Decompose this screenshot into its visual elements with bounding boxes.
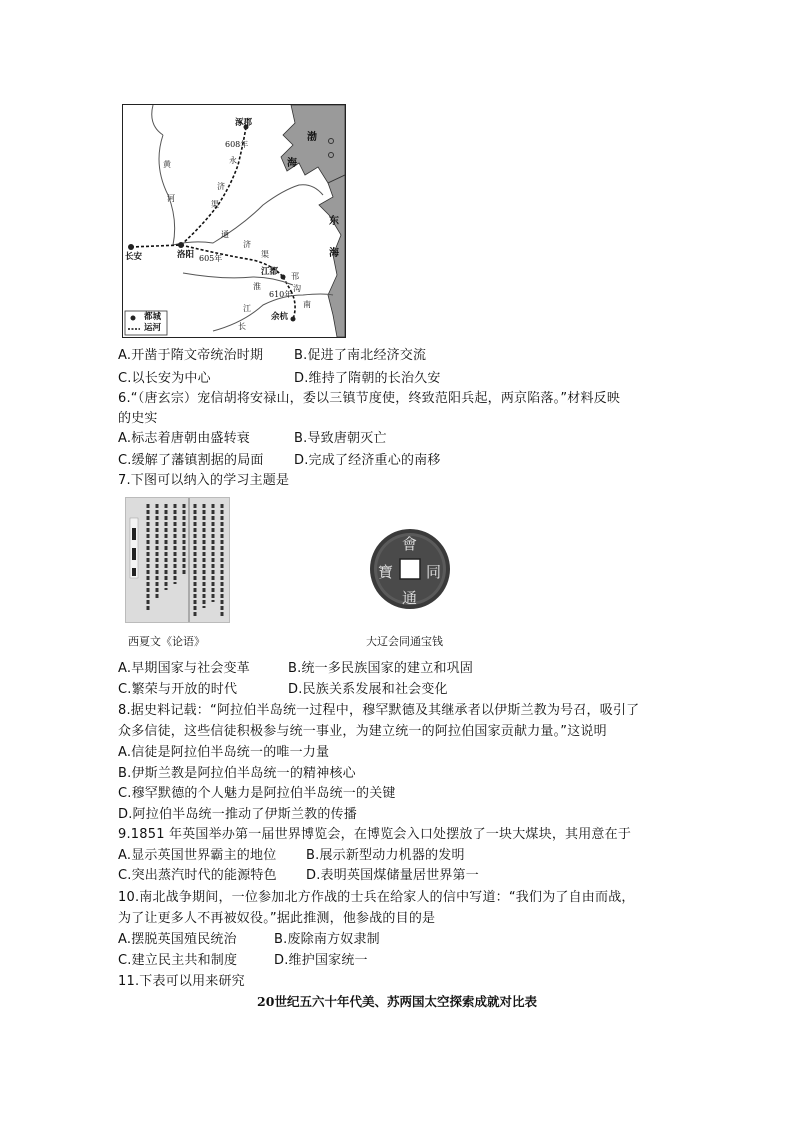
coin-char-right: 同 [426,563,442,581]
guangtong-canal-line [131,245,181,247]
q8-stem-line2: 众多信徒，这些信徒积极参与统一事业，为建立统一的阿拉伯国家贡献力量。”这说明 [118,724,607,739]
coin-char-bottom: 通 [402,589,418,607]
luoyang-marker [178,242,184,248]
map-label-605: 605年 [199,254,223,263]
map-label-qu: 渠 [211,200,219,209]
q10-option-b[interactable]: B.废除南方奴隶制 [274,932,380,947]
legend-capital-label: 都城 [144,312,162,322]
map-label-jiang: 江 [243,304,251,313]
map-label-huang: 黄 [163,160,171,169]
q8-option-d[interactable]: D.阿拉伯半岛统一推动了伊斯兰教的传播 [118,807,357,822]
map-label-610: 610年 [269,290,293,299]
map-label-bo: 渤 [307,132,317,143]
q7-option-b[interactable]: B.统一多民族国家的建立和巩固 [288,661,474,676]
q8-option-b[interactable]: B.伊斯兰教是阿拉伯半岛统一的精神核心 [118,766,356,781]
legend-capital-symbol [131,316,136,321]
changan-marker [128,244,134,250]
map-label-changan: 长安 [125,252,143,262]
yuhang-marker [291,317,296,322]
xixia-analects-image [125,497,230,623]
map-label-he: 河 [167,194,175,203]
q11-table-title: 20世纪五六十年代美、苏两国太空探索成就对比表 [257,994,537,1009]
q7-option-d[interactable]: D.民族关系发展和社会变化 [288,682,448,697]
q6-stem-line2: 的史实 [118,411,158,426]
map-label-qu2: 渠 [261,250,269,259]
q9-option-b[interactable]: B.展示新型动力机器的发明 [306,848,465,863]
q6-options-row1 [118,429,387,449]
q10-stem-line1: 10.南北战争期间，一位参加北方作战的士兵在给家人的信中写道：“我们为了自由而战， [118,890,635,905]
map-label-jiangdu: 江都 [261,267,279,277]
q8-option-c[interactable]: C.穆罕默德的个人魅力是阿拉伯半岛统一的关键 [118,786,396,801]
map-label-hai: 海 [287,158,297,169]
q5-option-b[interactable]: B.促进了南北经济交流 [294,348,427,363]
q5-option-d[interactable]: D.维持了隋朝的长治久安 [294,371,441,386]
q6-stem-line1: 6.“（唐玄宗）宠信胡将安禄山，委以三镇节度使，终致范阳兵起，两京陷落。”材料反映 [118,391,621,406]
q10-options-row2 [118,951,368,971]
map-label-dong: 东 [329,216,339,227]
q5-option-a[interactable]: A.开凿于隋文帝统治时期 [118,348,264,363]
q10-stem-line2: 为了让更多人不再被奴役。”据此推测，他参战的目的是 [118,911,436,926]
coin-char-left: 寶 [378,563,394,581]
q9-option-a[interactable]: A.显示英国世界霸主的地位 [118,848,277,863]
q6-option-d[interactable]: D.完成了经济重心的南移 [294,453,441,468]
q10-option-c[interactable]: C.建立民主共和制度 [118,953,238,968]
map-label-gou: 沟 [293,284,301,293]
q7-options-row1 [118,659,473,679]
q6-option-c[interactable]: C.缓解了藩镇割据的局面 [118,453,264,468]
q5-option-c[interactable]: C.以长安为中心 [118,371,211,386]
q9-option-c[interactable]: C.突出蒸汽时代的能源特色 [118,868,277,883]
map-label-608: 608年 [225,140,249,149]
map-label-huai: 淮 [253,282,261,291]
q5-options-row1 [118,346,426,366]
map-label-jiangnan: 南 [303,300,311,309]
q9-options-row2 [118,866,479,886]
q7-option-a[interactable]: A.早期国家与社会变革 [118,661,250,676]
q8-stem-line1: 8.据史料记载：“阿拉伯半岛统一过程中，穆罕默德及其继承者以伊斯兰教为号召，吸引了 [118,703,640,718]
q7-options-row2 [118,680,448,700]
q6-option-b[interactable]: B.导致唐朝灭亡 [294,431,387,446]
q9-options-row1 [118,846,465,866]
q6-option-a[interactable]: A.标志着唐朝由盛转衰 [118,431,250,446]
xixia-text-graphic [126,498,229,622]
map-label-yong: 永 [229,156,237,165]
caption-liao-coin: 大辽会同通宝钱 [366,635,443,648]
caption-xixia-analects: 西夏文《论语》 [128,635,205,648]
bohai-sea-shape [281,105,345,183]
coin-char-top: 會 [402,535,418,553]
map-label-yuhang: 余杭 [271,312,289,322]
q7-option-c[interactable]: C.繁荣与开放的时代 [118,682,238,697]
q7-stem: 7.下图可以纳入的学习主题是 [118,473,290,488]
map-label-zhuojun: 涿郡 [235,118,253,128]
q10-option-a[interactable]: A.摆脱英国殖民统治 [118,932,237,947]
grand-canal-map [122,104,346,338]
map-label-ji: 济 [217,182,225,191]
map-label-ji2: 济 [243,240,251,249]
q6-options-row2 [118,451,441,471]
q9-stem: 9.1851 年英国举办第一届世界博览会，在博览会入口处摆放了一块大煤块，其用意在于 [118,827,632,842]
q9-option-d[interactable]: D.表明英国煤储量居世界第一 [306,868,479,883]
liao-coin-image [368,527,452,611]
map-label-hangou: 邗 [291,272,299,281]
map-label-tong: 通 [221,230,229,239]
q10-options-row1 [118,930,380,950]
river-line [152,105,163,135]
q11-stem: 11.下表可以用来研究 [118,974,245,989]
map-label-luoyang: 洛阳 [177,250,195,260]
legend-canal-label: 运河 [144,323,162,333]
map-label-chang: 长 [238,322,246,331]
map-label-hai2: 海 [329,248,339,259]
q10-option-d[interactable]: D.维护国家统一 [274,953,368,968]
q8-option-a[interactable]: A.信徒是阿拉伯半岛统一的唯一力量 [118,745,330,760]
jiangdu-marker [281,275,286,280]
q5-options-row2 [118,369,441,389]
